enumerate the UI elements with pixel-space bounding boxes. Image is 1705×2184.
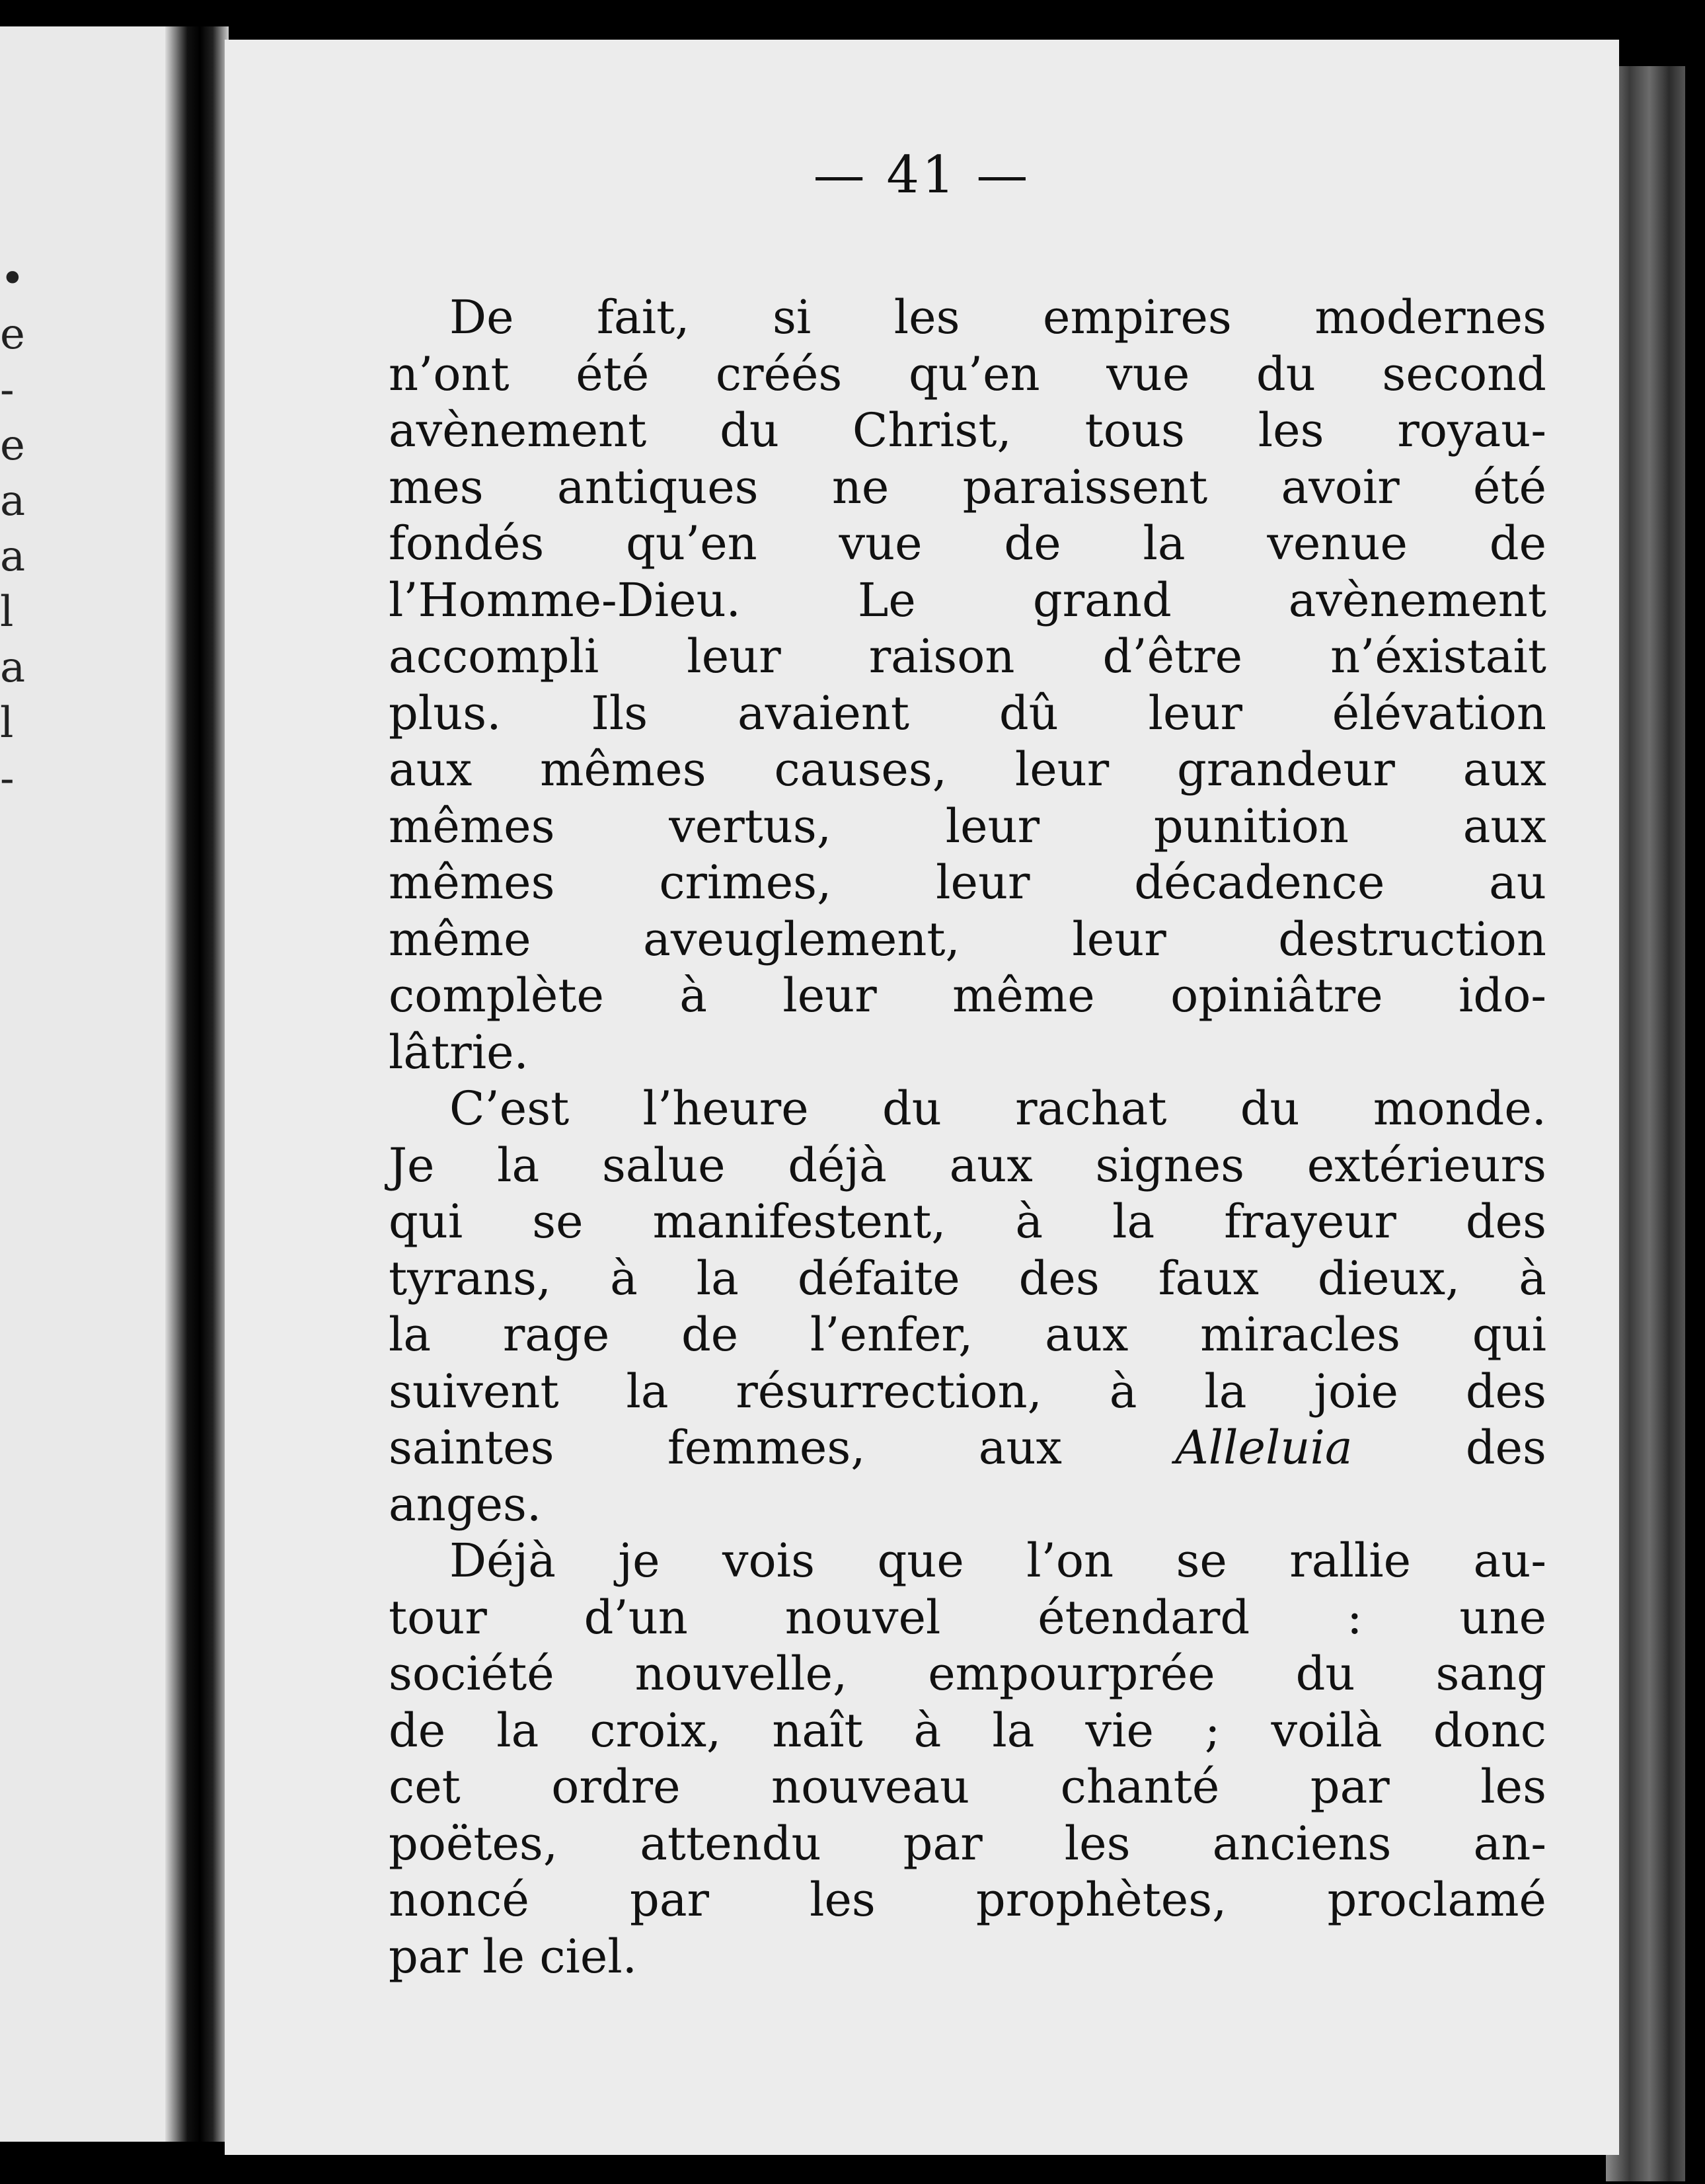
prev-fragment: a (0, 643, 26, 692)
text-line: C’est l’heure du rachat du monde. (449, 1081, 1546, 1136)
text-line: mêmes crimes, leur décadence au (389, 855, 1546, 910)
text-line: fondés qu’en vue de la venue de (389, 516, 1546, 570)
text-line: cet ordre nouveau chanté par les (389, 1760, 1546, 1814)
prev-fragment: l (0, 588, 14, 637)
italic-word: Alleluia (1175, 1421, 1353, 1475)
text-line: plus. Ils avaient dû leur élévation (389, 685, 1546, 740)
previous-page-fragments (0, 251, 26, 806)
prev-fragment: e (0, 310, 25, 359)
text-line: la rage de l’enfer, aux miracles qui (389, 1307, 1546, 1362)
text-line: tyrans, à la défaite des faux dieux, à (389, 1251, 1546, 1306)
text-line: société nouvelle, empourprée du sang (389, 1647, 1546, 1701)
paragraph (389, 290, 1546, 1081)
text-line-with-italic (389, 1420, 1546, 1477)
prev-fragment: - (0, 366, 15, 414)
text-line: de la croix, naît à la vie ; voilà donc (389, 1703, 1546, 1758)
text-line: Je la salue déjà aux signes extérieurs (389, 1138, 1546, 1192)
prev-fragment: - (0, 754, 15, 803)
text-line: noncé par les prophètes, proclamé (389, 1873, 1546, 1927)
text-line: mêmes vertus, leur punition aux (389, 799, 1546, 853)
text-line: qui se manifestent, à la frayeur des (389, 1194, 1546, 1249)
body-text (389, 290, 1546, 1985)
text-line: aux mêmes causes, leur grandeur aux (389, 742, 1546, 797)
prev-fragment: a (0, 477, 26, 526)
text-line: l’Homme-Dieu. Le grand avènement (389, 572, 1546, 627)
book-page (225, 40, 1619, 2155)
text-line: complète à leur même opiniâtre ido- (389, 968, 1546, 1023)
paragraph (389, 1081, 1546, 1533)
text-line: suivent la résurrection, à la joie des (389, 1364, 1546, 1419)
text-line: tour d’un nouvel étendard : une (389, 1590, 1546, 1645)
prev-fragment: e (0, 421, 25, 470)
paragraph (389, 1533, 1546, 1985)
text-line: n’ont été créés qu’en vue du second (389, 346, 1546, 401)
text-fragment: saintes femmes, aux (389, 1421, 1063, 1475)
text-line: De fait, si les empires modernes (449, 290, 1546, 344)
text-line: par le ciel. (389, 1929, 637, 1984)
prev-fragment: a (0, 532, 26, 581)
text-line: poëtes, attendu par les anciens an- (389, 1816, 1546, 1871)
page-number: — 41 — (813, 145, 1031, 205)
text-line: anges. (389, 1477, 542, 1532)
text-line: Déjà je vois que l’on se rallie au- (449, 1534, 1546, 1588)
text-line: avènement du Christ, tous les royau- (389, 403, 1546, 457)
text-line: même aveuglement, leur destruction (389, 912, 1546, 966)
text-fragment: des (1465, 1421, 1546, 1475)
text-line: mes antiques ne paraissent avoir été (389, 459, 1546, 514)
prev-fragment: l (0, 699, 14, 748)
prev-fragment: • (0, 254, 25, 303)
text-line: lâtrie. (389, 1025, 529, 1079)
book-gutter (165, 26, 229, 2142)
text-line: accompli leur raison d’être n’éxistait (389, 629, 1546, 683)
